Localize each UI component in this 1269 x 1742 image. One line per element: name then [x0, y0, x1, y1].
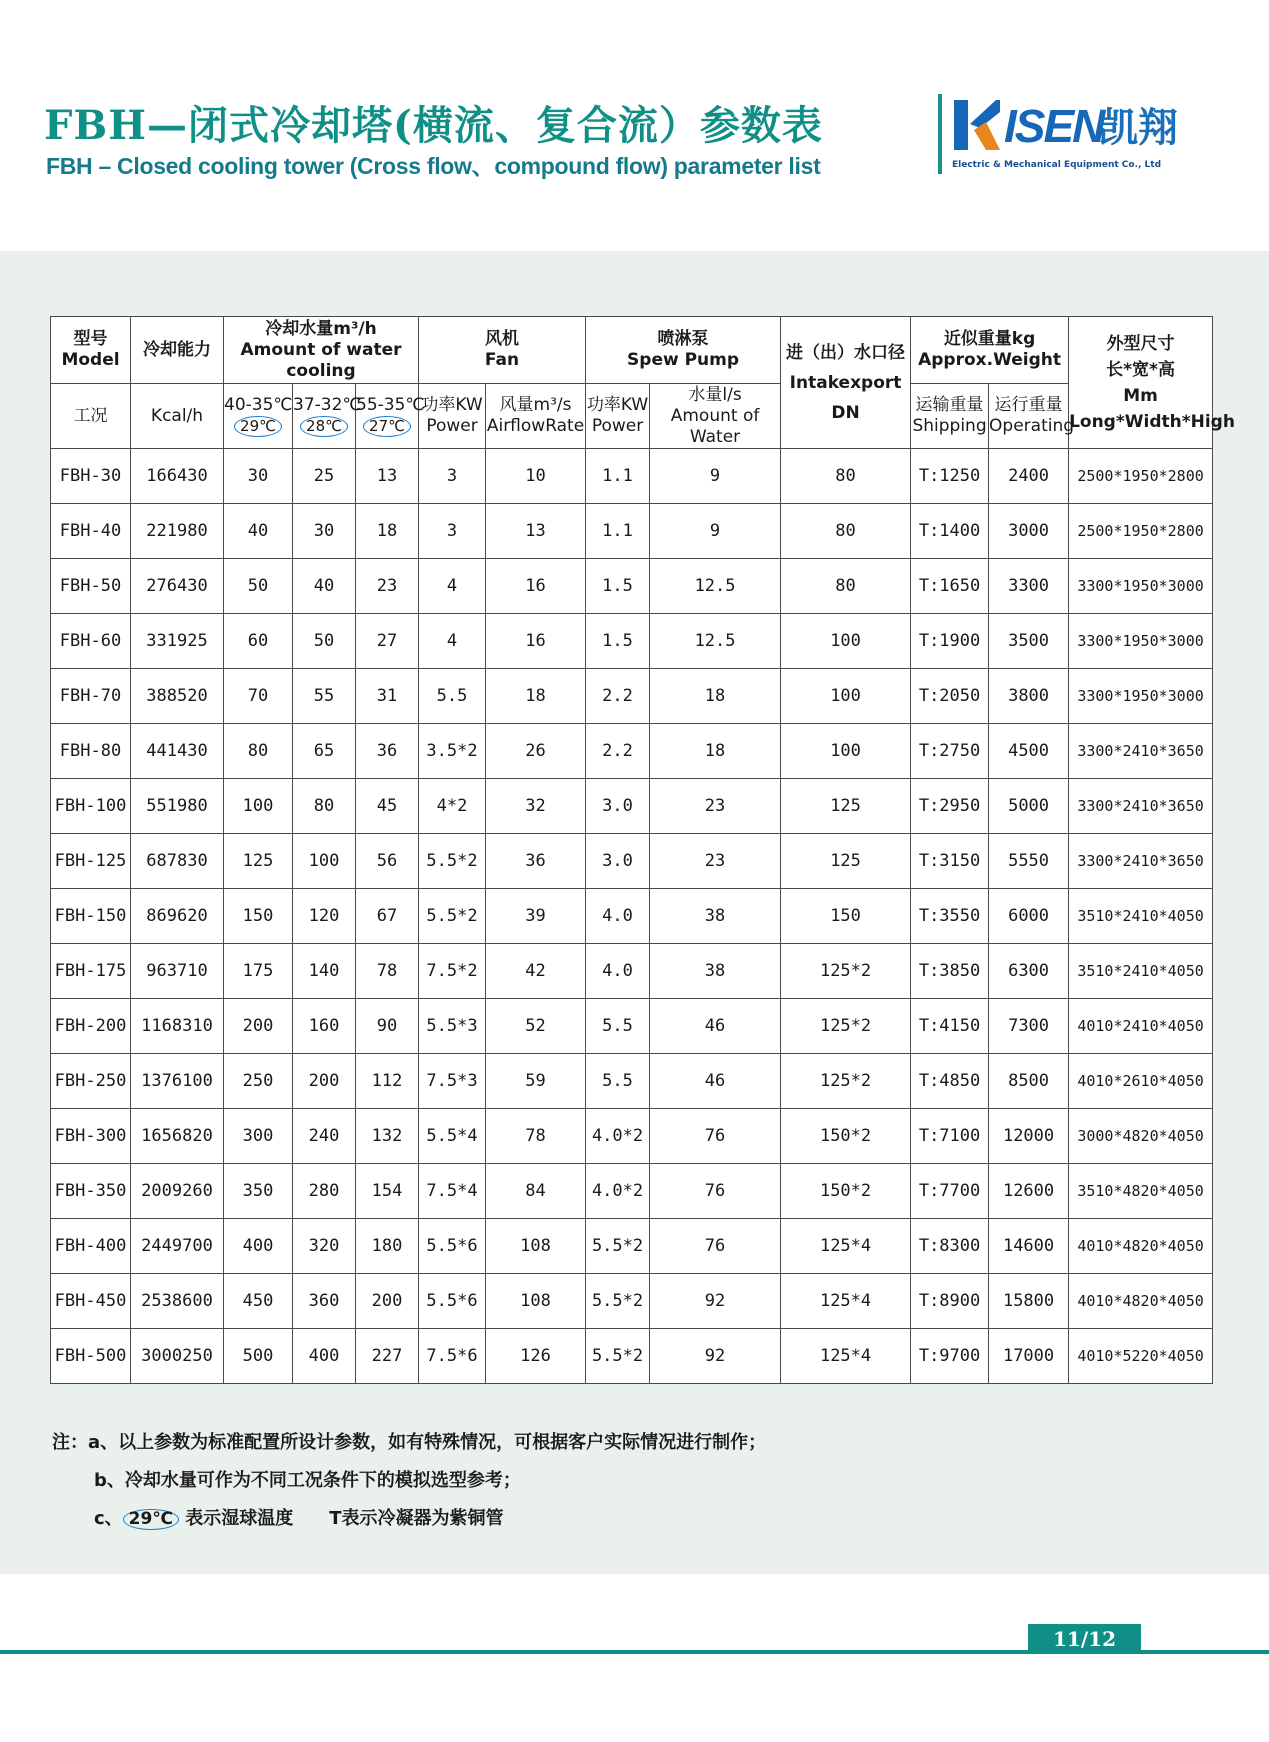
cell-wf1: 100: [224, 779, 293, 834]
note-c-text2: T表示冷凝器为紫铜管: [329, 1508, 504, 1529]
cell-capacity: 166430: [131, 449, 224, 504]
cell-pump-power: 4.0: [586, 889, 650, 944]
cell-weight-shipping: T:9700: [911, 1329, 989, 1384]
cell-wf3: 45: [356, 779, 419, 834]
cell-weight-operating: 5000: [989, 779, 1069, 834]
cell-weight-operating: 12600: [989, 1164, 1069, 1219]
cell-size: 3300*1950*3000: [1069, 614, 1213, 669]
cell-pipe: 150*2: [781, 1109, 911, 1164]
hdr-size-text: 外型尺寸 长*宽*高 Mm Long*Width*High: [1069, 333, 1235, 432]
cell-capacity: 687830: [131, 834, 224, 889]
cell-model: FBH-500: [51, 1329, 131, 1384]
cell-pipe: 100: [781, 669, 911, 724]
cell-pump-power: 1.5: [586, 614, 650, 669]
cell-pump-power: 4.0: [586, 944, 650, 999]
cell-wf2: 320: [293, 1219, 356, 1274]
cell-size: 4010*2410*4050: [1069, 999, 1213, 1054]
cell-size: 4010*4820*4050: [1069, 1219, 1213, 1274]
cell-weight-shipping: T:2750: [911, 724, 989, 779]
cell-weight-shipping: T:2050: [911, 669, 989, 724]
cell-wf3: 27: [356, 614, 419, 669]
header-wf2: [293, 384, 362, 449]
cell-wf1: 70: [224, 669, 293, 724]
cell-pipe: 125: [781, 779, 911, 834]
hdr-pipe-text: 进（出）水口径 Intakexport DN: [786, 342, 906, 423]
header-pipe: [781, 317, 911, 449]
cell-model: FBH-125: [51, 834, 131, 889]
company-logo: [938, 94, 1178, 176]
cell-fan-air: 84: [486, 1164, 586, 1219]
cell-pipe: 125*2: [781, 944, 911, 999]
cell-wf2: 40: [293, 559, 356, 614]
cell-fan-air: 52: [486, 999, 586, 1054]
cell-model: FBH-50: [51, 559, 131, 614]
cell-wf3: 56: [356, 834, 419, 889]
header-kcal: Kcal/h: [131, 384, 224, 449]
cell-capacity: 963710: [131, 944, 224, 999]
cell-weight-shipping: T:1250: [911, 449, 989, 504]
table-row: [51, 1164, 1213, 1219]
page-title: FBH—闭式冷却塔(横流、复合流）参数表: [44, 102, 823, 149]
cell-fan-power: 7.5*6: [419, 1329, 486, 1384]
cell-fan-air: 18: [486, 669, 586, 724]
wf3-wetbulb: 27℃: [363, 416, 411, 437]
cell-model: FBH-400: [51, 1219, 131, 1274]
cell-pump-water: 46: [650, 999, 781, 1054]
cell-weight-shipping: T:7100: [911, 1109, 989, 1164]
table-row: [51, 669, 1213, 724]
fan-air-text: 风量m³/s AirflowRate: [486, 395, 585, 436]
cell-fan-power: 7.5*2: [419, 944, 486, 999]
cell-fan-air: 16: [486, 614, 586, 669]
cell-weight-operating: 12000: [989, 1109, 1069, 1164]
cell-fan-air: 108: [486, 1219, 586, 1274]
cell-fan-air: 42: [486, 944, 586, 999]
cell-pipe: 125*4: [781, 1219, 911, 1274]
cell-wf1: 200: [224, 999, 293, 1054]
cell-pipe: 100: [781, 614, 911, 669]
note-c-circle: 29℃: [123, 1509, 179, 1530]
cell-model: FBH-100: [51, 779, 131, 834]
table-row: [51, 944, 1213, 999]
cell-fan-power: 5.5*6: [419, 1274, 486, 1329]
w-oper-text: 运行重量 Operating: [989, 395, 1075, 436]
cell-wf2: 400: [293, 1329, 356, 1384]
cell-pump-water: 46: [650, 1054, 781, 1109]
cell-wf3: 180: [356, 1219, 419, 1274]
cell-pipe: 150: [781, 889, 911, 944]
cell-pump-power: 3.0: [586, 779, 650, 834]
note-c: [52, 1500, 766, 1538]
cell-model: FBH-300: [51, 1109, 131, 1164]
table-row: [51, 1054, 1213, 1109]
cell-pump-water: 76: [650, 1219, 781, 1274]
cell-wf3: 78: [356, 944, 419, 999]
cell-pump-water: 12.5: [650, 559, 781, 614]
cell-capacity: 869620: [131, 889, 224, 944]
w-ship-text: 运输重量 Shipping: [912, 395, 987, 436]
table-row: [51, 449, 1213, 504]
cell-pipe: 80: [781, 504, 911, 559]
cell-wf1: 500: [224, 1329, 293, 1384]
cell-pipe: 125*4: [781, 1329, 911, 1384]
header-model: [51, 317, 131, 384]
cell-fan-power: 7.5*4: [419, 1164, 486, 1219]
cell-wf1: 80: [224, 724, 293, 779]
table-row: [51, 1329, 1213, 1384]
header-pump-power: [586, 384, 650, 449]
table-row: [51, 504, 1213, 559]
cell-weight-shipping: T:1650: [911, 559, 989, 614]
cell-pump-water: 9: [650, 449, 781, 504]
page-number: 11/12: [1028, 1624, 1141, 1654]
note-b: b、冷却水量可作为不同工况条件下的模拟选型参考；: [94, 1470, 521, 1491]
cell-pipe: 80: [781, 449, 911, 504]
cell-fan-power: 5.5*6: [419, 1219, 486, 1274]
cell-pipe: 125*2: [781, 999, 911, 1054]
cell-weight-operating: 5550: [989, 834, 1069, 889]
cell-fan-power: 5.5*3: [419, 999, 486, 1054]
cell-weight-operating: 4500: [989, 724, 1069, 779]
cell-pump-water: 9: [650, 504, 781, 559]
table-row: [51, 1219, 1213, 1274]
cell-fan-power: 7.5*3: [419, 1054, 486, 1109]
cell-fan-air: 10: [486, 449, 586, 504]
cell-wf3: 200: [356, 1274, 419, 1329]
cell-pump-power: 2.2: [586, 724, 650, 779]
cell-fan-air: 59: [486, 1054, 586, 1109]
cell-weight-shipping: T:2950: [911, 779, 989, 834]
header-size: [1069, 317, 1235, 449]
header-fan: [419, 317, 586, 384]
cell-capacity: 1656820: [131, 1109, 224, 1164]
cell-fan-air: 78: [486, 1109, 586, 1164]
cell-weight-shipping: T:1900: [911, 614, 989, 669]
wf1-range: 40-35℃: [224, 395, 293, 415]
cell-wf1: 60: [224, 614, 293, 669]
header-pump-water: [650, 384, 781, 449]
cell-pump-power: 5.5*2: [586, 1219, 650, 1274]
cell-wf2: 240: [293, 1109, 356, 1164]
cell-capacity: 441430: [131, 724, 224, 779]
logo-subtitle: Electric & Mechanical Equipment Co., Ltd: [952, 160, 1162, 170]
cell-pipe: 125*4: [781, 1274, 911, 1329]
cell-wf2: 280: [293, 1164, 356, 1219]
table-row: [51, 614, 1213, 669]
cell-wf3: 90: [356, 999, 419, 1054]
cell-wf3: 154: [356, 1164, 419, 1219]
cell-wf3: 67: [356, 889, 419, 944]
cell-wf1: 350: [224, 1164, 293, 1219]
cell-model: FBH-80: [51, 724, 131, 779]
cell-size: 2500*1950*2800: [1069, 449, 1213, 504]
cell-weight-shipping: T:8900: [911, 1274, 989, 1329]
note-c-text1: 表示湿球温度: [185, 1508, 294, 1529]
cell-wf3: 23: [356, 559, 419, 614]
cell-pump-water: 92: [650, 1274, 781, 1329]
cell-model: FBH-350: [51, 1164, 131, 1219]
cell-pipe: 125: [781, 834, 911, 889]
wf2-wetbulb: 28℃: [300, 416, 348, 437]
cell-fan-air: 108: [486, 1274, 586, 1329]
cell-pump-power: 3.0: [586, 834, 650, 889]
hdr-pump-text: 喷淋泵 Spew Pump: [627, 329, 740, 370]
note-c-prefix: c、: [94, 1508, 123, 1529]
pump-power-text: 功率KW Power: [586, 395, 649, 436]
cell-weight-shipping: T:3550: [911, 889, 989, 944]
cell-model: FBH-200: [51, 999, 131, 1054]
cell-weight-operating: 2400: [989, 449, 1069, 504]
logo-cn-name: 凯翔: [1098, 105, 1178, 151]
cell-pump-water: 76: [650, 1164, 781, 1219]
cell-fan-power: 5.5*2: [419, 889, 486, 944]
cell-fan-power: 5.5*2: [419, 834, 486, 889]
cell-wf1: 30: [224, 449, 293, 504]
header-wf1: [224, 384, 293, 449]
cell-fan-power: 3: [419, 504, 486, 559]
table-row: [51, 779, 1213, 834]
logo-name-visible: ISEN: [1004, 100, 1104, 152]
hdr-model-text: 型号 Model: [61, 329, 120, 370]
cell-wf3: 112: [356, 1054, 419, 1109]
cell-wf1: 175: [224, 944, 293, 999]
cell-weight-shipping: T:4150: [911, 999, 989, 1054]
cell-wf1: 40: [224, 504, 293, 559]
cell-wf3: 132: [356, 1109, 419, 1164]
fan-power-text: 功率KW Power: [421, 395, 483, 436]
cell-weight-operating: 6300: [989, 944, 1069, 999]
cell-size: 3510*2410*4050: [1069, 944, 1213, 999]
cell-wf1: 400: [224, 1219, 293, 1274]
cell-pump-water: 18: [650, 669, 781, 724]
cell-capacity: 2449700: [131, 1219, 224, 1274]
cell-model: FBH-40: [51, 504, 131, 559]
cell-capacity: 3000250: [131, 1329, 224, 1384]
cell-weight-operating: 14600: [989, 1219, 1069, 1274]
cell-pump-water: 23: [650, 779, 781, 834]
cell-pump-power: 1.1: [586, 504, 650, 559]
cell-pump-power: 2.2: [586, 669, 650, 724]
cell-size: 3510*2410*4050: [1069, 889, 1213, 944]
cell-wf1: 450: [224, 1274, 293, 1329]
wf3-range: 55-35℃: [356, 395, 425, 415]
cell-pump-water: 76: [650, 1109, 781, 1164]
cell-pipe: 125*2: [781, 1054, 911, 1109]
cell-fan-power: 4*2: [419, 779, 486, 834]
cell-pipe: 80: [781, 559, 911, 614]
pump-water-text: 水量l/s Amount of Water: [670, 384, 760, 447]
cell-wf3: 18: [356, 504, 419, 559]
table-row: [51, 834, 1213, 889]
cell-size: 4010*2610*4050: [1069, 1054, 1213, 1109]
cell-size: 4010*4820*4050: [1069, 1274, 1213, 1329]
cell-fan-power: 4: [419, 559, 486, 614]
cell-weight-operating: 15800: [989, 1274, 1069, 1329]
cell-wf3: 31: [356, 669, 419, 724]
cell-wf1: 50: [224, 559, 293, 614]
cell-pump-power: 5.5: [586, 999, 650, 1054]
hdr-fan-text: 风机 Fan: [484, 329, 520, 370]
cell-pump-power: 5.5*2: [586, 1274, 650, 1329]
cell-pump-water: 38: [650, 889, 781, 944]
cell-weight-operating: 3500: [989, 614, 1069, 669]
header-condition: 工况: [51, 384, 131, 449]
cell-size: 3300*2410*3650: [1069, 724, 1213, 779]
cell-weight-operating: 3800: [989, 669, 1069, 724]
cell-fan-air: 39: [486, 889, 586, 944]
cell-wf1: 150: [224, 889, 293, 944]
cell-fan-air: 26: [486, 724, 586, 779]
table-row: [51, 889, 1213, 944]
cell-wf2: 140: [293, 944, 356, 999]
cell-model: FBH-70: [51, 669, 131, 724]
cell-pump-water: 92: [650, 1329, 781, 1384]
cell-weight-operating: 17000: [989, 1329, 1069, 1384]
hdr-weight-text: 近似重量kg Approx.Weight: [918, 329, 1061, 370]
cell-pipe: 150*2: [781, 1164, 911, 1219]
cell-capacity: 276430: [131, 559, 224, 614]
table-row: [51, 1109, 1213, 1164]
cell-pump-water: 23: [650, 834, 781, 889]
cell-fan-air: 126: [486, 1329, 586, 1384]
cell-fan-air: 13: [486, 504, 586, 559]
cell-weight-shipping: T:3850: [911, 944, 989, 999]
header-capacity: 冷却能力: [131, 317, 224, 384]
table-body: [51, 449, 1213, 1384]
cell-weight-shipping: T:7700: [911, 1164, 989, 1219]
cell-capacity: 388520: [131, 669, 224, 724]
cell-wf1: 125: [224, 834, 293, 889]
cell-pipe: 100: [781, 724, 911, 779]
header-weight-operating: [989, 384, 1075, 449]
cell-wf2: 160: [293, 999, 356, 1054]
parameter-table: [50, 316, 1235, 1384]
cell-wf2: 65: [293, 724, 356, 779]
cell-capacity: 551980: [131, 779, 224, 834]
header-fan-power: [419, 384, 486, 449]
cell-wf2: 50: [293, 614, 356, 669]
cell-model: FBH-30: [51, 449, 131, 504]
cell-pump-power: 4.0*2: [586, 1109, 650, 1164]
cell-weight-operating: 6000: [989, 889, 1069, 944]
cell-size: 3300*1950*3000: [1069, 669, 1213, 724]
cell-fan-air: 36: [486, 834, 586, 889]
cell-weight-shipping: T:4850: [911, 1054, 989, 1109]
cell-fan-power: 4: [419, 614, 486, 669]
cell-pump-power: 5.5*2: [586, 1329, 650, 1384]
wf2-range: 37-32℃: [293, 395, 362, 415]
cell-wf2: 120: [293, 889, 356, 944]
cell-weight-operating: 3300: [989, 559, 1069, 614]
table-row: [51, 559, 1213, 614]
cell-wf1: 250: [224, 1054, 293, 1109]
cell-weight-operating: 3000: [989, 504, 1069, 559]
page-subtitle: FBH – Closed cooling tower (Cross flow、compound flow) parameter list: [46, 153, 821, 179]
cell-pump-power: 5.5: [586, 1054, 650, 1109]
cell-wf2: 30: [293, 504, 356, 559]
cell-wf3: 36: [356, 724, 419, 779]
cell-wf2: 80: [293, 779, 356, 834]
cell-wf1: 300: [224, 1109, 293, 1164]
wf1-wetbulb: 29℃: [234, 416, 282, 437]
cell-model: FBH-175: [51, 944, 131, 999]
cell-weight-operating: 7300: [989, 999, 1069, 1054]
notes: [52, 1424, 766, 1538]
cell-capacity: 2538600: [131, 1274, 224, 1329]
header-wf3: [356, 384, 425, 449]
cell-capacity: 2009260: [131, 1164, 224, 1219]
cell-wf3: 227: [356, 1329, 419, 1384]
cell-size: 3300*1950*3000: [1069, 559, 1213, 614]
cell-weight-shipping: T:3150: [911, 834, 989, 889]
cell-model: FBH-60: [51, 614, 131, 669]
cell-pump-power: 4.0*2: [586, 1164, 650, 1219]
header-pump: [586, 317, 781, 384]
cell-weight-operating: 8500: [989, 1054, 1069, 1109]
cell-pump-water: 38: [650, 944, 781, 999]
cell-size: 2500*1950*2800: [1069, 504, 1213, 559]
header-weight: [911, 317, 1069, 384]
cell-pump-power: 1.5: [586, 559, 650, 614]
cell-fan-power: 5.5*4: [419, 1109, 486, 1164]
cell-capacity: 1168310: [131, 999, 224, 1054]
cell-pump-power: 1.1: [586, 449, 650, 504]
table-row: [51, 1274, 1213, 1329]
cell-model: FBH-450: [51, 1274, 131, 1329]
cell-fan-air: 32: [486, 779, 586, 834]
header-weight-shipping: [911, 384, 989, 449]
hdr-water-text: 冷却水量m³/h Amount of water cooling: [240, 318, 402, 381]
header-fan-air: [486, 384, 586, 449]
cell-fan-air: 16: [486, 559, 586, 614]
cell-wf2: 55: [293, 669, 356, 724]
cell-size: 3300*2410*3650: [1069, 779, 1213, 834]
cell-pump-water: 18: [650, 724, 781, 779]
cell-size: 4010*5220*4050: [1069, 1329, 1213, 1384]
cell-fan-power: 5.5: [419, 669, 486, 724]
cell-capacity: 1376100: [131, 1054, 224, 1109]
cell-model: FBH-150: [51, 889, 131, 944]
cell-wf2: 25: [293, 449, 356, 504]
cell-size: 3000*4820*4050: [1069, 1109, 1213, 1164]
cell-pump-water: 12.5: [650, 614, 781, 669]
cell-wf2: 200: [293, 1054, 356, 1109]
table-row: [51, 724, 1213, 779]
cell-size: 3300*2410*3650: [1069, 834, 1213, 889]
cell-weight-shipping: T:1400: [911, 504, 989, 559]
cell-fan-power: 3.5*2: [419, 724, 486, 779]
cell-model: FBH-250: [51, 1054, 131, 1109]
cell-fan-power: 3: [419, 449, 486, 504]
logo-k-icon: [952, 98, 1000, 152]
header-water-flow: [224, 317, 419, 384]
logo-bar: [938, 94, 942, 174]
cell-size: 3510*4820*4050: [1069, 1164, 1213, 1219]
cell-wf2: 100: [293, 834, 356, 889]
cell-wf3: 13: [356, 449, 419, 504]
table-row: [51, 999, 1213, 1054]
cell-weight-shipping: T:8300: [911, 1219, 989, 1274]
cell-wf2: 360: [293, 1274, 356, 1329]
cell-capacity: 331925: [131, 614, 224, 669]
cell-capacity: 221980: [131, 504, 224, 559]
note-a: 注：a、以上参数为标准配置所设计参数，如有特殊情况，可根据客户实际情况进行制作；: [52, 1432, 767, 1453]
